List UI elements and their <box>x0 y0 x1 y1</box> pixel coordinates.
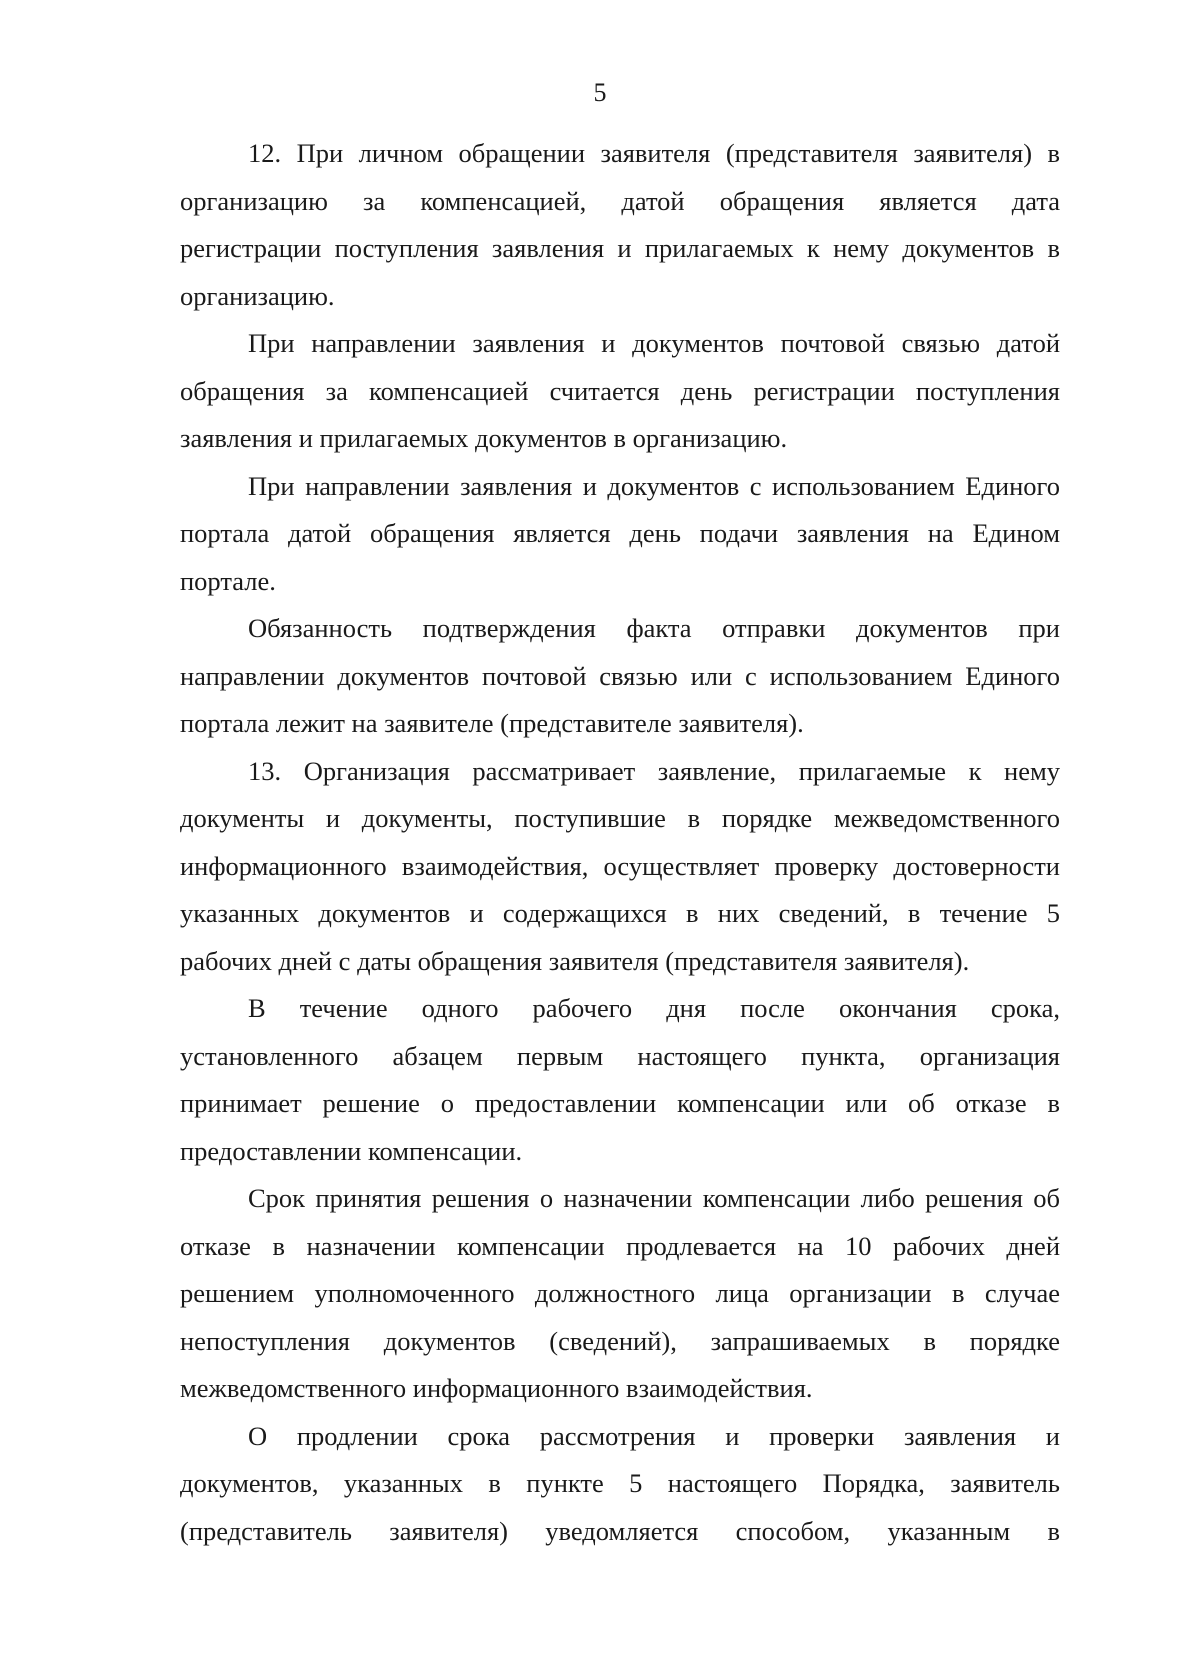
text-line: решением уполномоченного должностного лица организации в случае <box>180 1278 1060 1308</box>
paragraph <box>180 605 1060 748</box>
text-line: (представитель заявителя) уведомляется способом, указанным в <box>180 1515 1060 1546</box>
text-line: портала датой обращения является день подачи заявления на Едином <box>180 518 1060 548</box>
text-line: организацию. <box>180 280 335 311</box>
document-body <box>180 130 1060 1555</box>
paragraph <box>180 320 1060 463</box>
text-line: межведомственного информационного взаимодействия. <box>180 1373 813 1403</box>
text-line: 13. Организация рассматривает заявление, прилагаемые к нему <box>248 755 1060 786</box>
text-line: документов, указанных в пункте 5 настоящего Порядка, заявитель <box>180 1468 1060 1498</box>
text-line: портала лежит на заявителе (представителе заявителя). <box>180 708 804 738</box>
text-line: При направлении заявления и документов почтовой связью датой <box>248 328 1060 358</box>
text-line: регистрации поступления заявления и прилагаемых к нему документов в <box>180 233 1060 263</box>
text-line: отказе в назначении компенсации продлевается на 10 рабочих дней <box>180 1230 1060 1261</box>
text-line: При направлении заявления и документов с использованием Единого <box>248 470 1060 501</box>
text-line: заявления и прилагаемых документов в организацию. <box>180 423 788 453</box>
text-line: непоступления документов (сведений), запрашиваемых в порядке <box>180 1325 1060 1356</box>
text-line: портале. <box>180 565 276 596</box>
paragraph <box>180 985 1060 1175</box>
paragraph <box>180 1175 1060 1413</box>
text-line: обращения за компенсацией считается день регистрации поступления <box>180 375 1060 406</box>
text-line: О продлении срока рассмотрения и проверки заявления и <box>248 1420 1060 1451</box>
text-line: направлении документов почтовой связью или с использованием Единого <box>180 660 1060 691</box>
paragraph <box>180 1413 1060 1556</box>
text-line: рабочих дней с даты обращения заявителя (представителя заявителя). <box>180 945 970 976</box>
paragraph <box>180 748 1060 986</box>
paragraph <box>180 130 1060 320</box>
text-line: указанных документов и содержащихся в них сведений, в течение 5 <box>180 898 1060 928</box>
text-line: организацию за компенсацией, датой обращения является дата <box>180 185 1060 216</box>
text-line: принимает решение о предоставлении компенсации или об отказе в <box>180 1088 1060 1118</box>
page-number: 5 <box>593 78 607 107</box>
text-line: В течение одного рабочего дня после окончания срока, <box>248 993 1060 1023</box>
text-line: информационного взаимодействия, осуществляет проверку достоверности <box>180 850 1060 881</box>
text-line: предоставлении компенсации. <box>180 1135 523 1166</box>
paragraph <box>180 463 1060 606</box>
text-line: Обязанность подтверждения факта отправки документов при <box>248 613 1060 643</box>
text-line: Срок принятия решения о назначении компенсации либо решения об <box>248 1183 1060 1213</box>
text-line: установленного абзацем первым настоящего пункта, организация <box>180 1040 1060 1071</box>
text-line: 12. При личном обращении заявителя (представителя заявителя) в <box>248 138 1060 168</box>
text-line: документы и документы, поступившие в порядке межведомственного <box>180 803 1060 833</box>
